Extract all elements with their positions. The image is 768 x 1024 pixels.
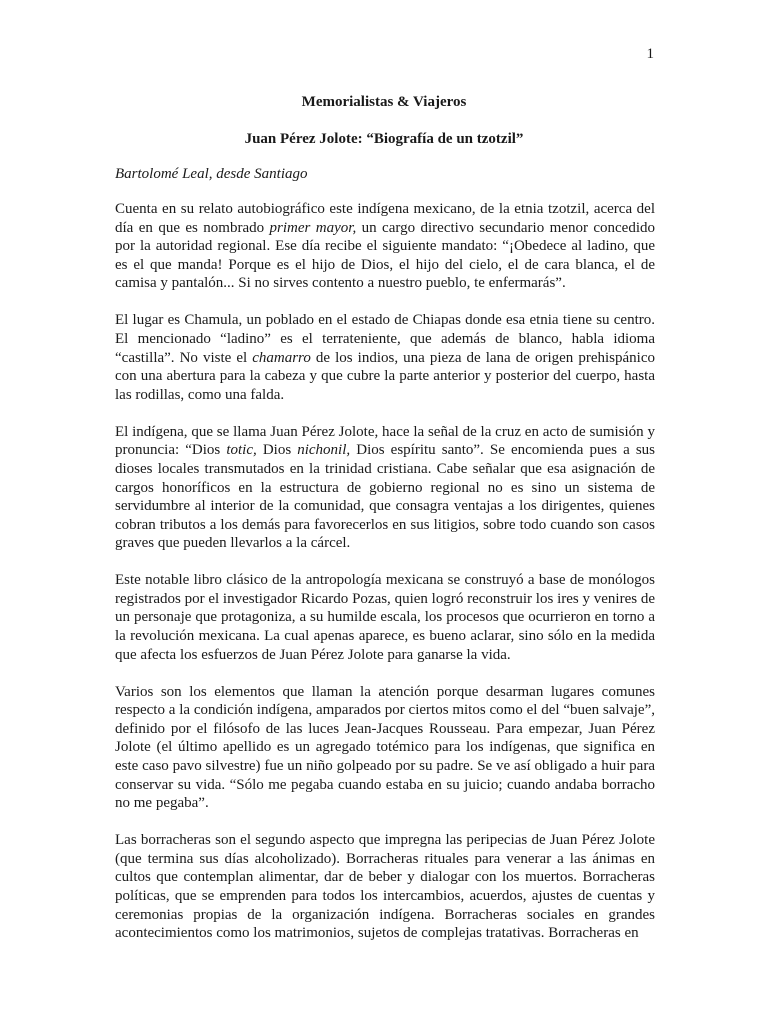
text-run: un cargo directivo secundario menor concedido por la autoridad regional. Ese día recibe el siguiente mandato: “¡Obedece al ladino, que es el que manda! Porque es el hijo de Dios, el hijo del cielo, el de cara blanca, el de camisa y pantalón... Si no sirves contento a nuestro pueblo, te enfermarás”. <box>115 219 655 292</box>
text-run: Varios son los elementos que llaman la atención porque desarman lugares comunes respecto a la condición indígena, amparados por ciertos mitos como el del “buen salvaje”, definido por el filósofo de las luces Jean-Jacques Rousseau. Para empezar, Juan Pérez Jolote (el último apellido es un agregado totémico para los indígenas, que significa en este caso pavo silvestre) fue un niño golpeado por su padre. Se ve así obligado a huir para conservar su vida. “Sólo me pegaba cuando estaba en su juicio; cuando andaba borracho no me pegaba”. <box>115 683 655 812</box>
paragraph <box>115 831 655 943</box>
document-title: Memorialistas & Viajeros <box>301 94 467 110</box>
text-run: Este notable libro clásico de la antropología mexicana se construyó a base de monólogos registrados por el investigador Ricardo Pozas, quien logró reconstruir los ires y venires de un personaje que protagoniza, a su humilde escala, los procesos que ocurrieron en torno a la revolución mexicana. La cual apenas aparece, es bueno aclarar, sino sólo en la medida que afecta los esfuerzos de Juan Pérez Jolote para ganarse la vida. <box>115 572 655 663</box>
text-run: El indígena, que se llama Juan Pérez Jolote, hace la señal de la cruz en acto de sumisión y pronuncia: “Dios <box>115 423 655 459</box>
text-run: Las borracheras son el segundo aspecto que impregna las peripecias de Juan Pérez Jolote (que termina sus días alcoholizado). Borracheras rituales para venerar a las ánimas en cultos que contemplan alimentar, dar de beber y dialogar con los muertos. Borracheras políticas, que se emprenden para todos los intercambios, acuerdos, ajustes de cuentas y ceremonias propias de la organización indígena. Borracheras sociales en grandes acontecimientos como los matrimonios, sujetos de complejas tratativas. Borracheras en <box>115 832 655 942</box>
author-line: Bartolomé Leal, desde Santiago <box>115 166 308 182</box>
paragraph <box>115 200 655 293</box>
document-subtitle: Juan Pérez Jolote: “Biografía de un tzotzil” <box>244 131 524 147</box>
text-run: Dios espíritu santo”. Se encomienda pues a sus dioses locales transmutados en la trinidad cristiana. Cabe señalar que esa asignación de cargos honoríficos en la estructura de gobierno regional no es sino un sistema de servidumbre al interior de la comunidad, que consagra ventajas a los dirigentes, quienes cobran tributos a los demás para favorecerlos en sus litigios, sobre todo cuando son casos graves que pueden llevarlos a la cárcel. <box>115 442 655 552</box>
paragraph <box>115 683 655 813</box>
text-run: de los indios, una pieza de lana de origen prehispánico con una abertura para la cabeza y que cubre la parte anterior y posterior del cuerpo, hasta las rodillas, como una falda. <box>115 349 655 403</box>
italic-term: nichonil, <box>297 442 351 459</box>
italic-term: totic, <box>226 442 257 459</box>
text-run: Cuenta en su relato autobiográfico este indígena mexicano, de la etnia tzotzil, acerca del día en que es nombrado <box>115 201 655 236</box>
italic-term: chamarro <box>252 349 311 366</box>
paragraph <box>115 423 655 553</box>
paragraph <box>115 571 655 664</box>
article-body <box>115 200 655 961</box>
text-run: El lugar es Chamula, un poblado en el estado de Chiapas donde esa etnia tiene su centro. El mencionado “ladino” es el terrateniente, que además de blanco, habla idioma “castilla”. No viste el <box>115 312 655 366</box>
page-number: 1 <box>646 46 654 62</box>
paragraph <box>115 311 655 404</box>
italic-term: primer mayor, <box>269 219 357 236</box>
text-run: Dios <box>256 442 298 459</box>
